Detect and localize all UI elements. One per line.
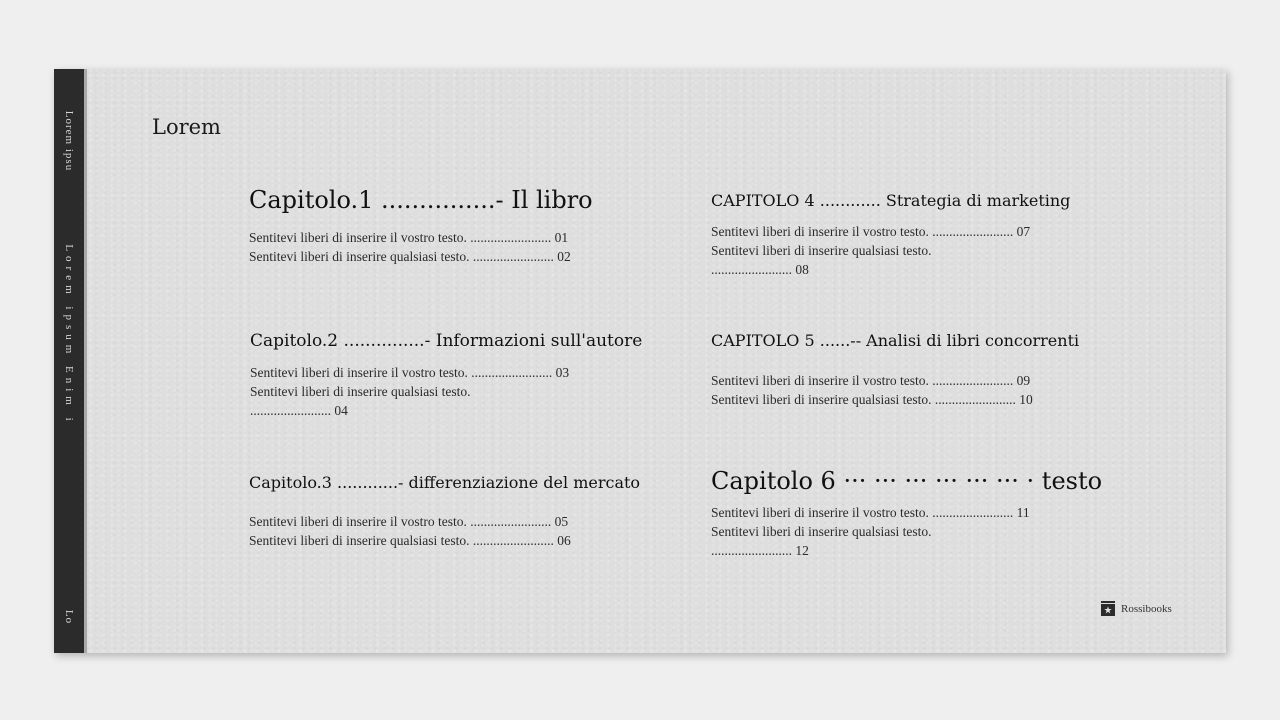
book-spine bbox=[54, 69, 87, 653]
toc-line: Sentitevi liberi di inserire il vostro testo. ........................ 11 bbox=[711, 505, 1030, 520]
chapter-lines bbox=[249, 228, 649, 266]
chapter-heading: Capitolo.1 ...............- Il libro bbox=[249, 186, 593, 214]
toc-line: Sentitevi liberi di inserire il vostro testo. ........................ 09 bbox=[711, 373, 1031, 388]
toc-line: Sentitevi liberi di inserire il vostro testo. ........................ 03 bbox=[250, 365, 570, 380]
chapter-lines bbox=[250, 363, 650, 420]
toc-line: Sentitevi liberi di inserire il vostro testo. ........................ 05 bbox=[249, 514, 569, 529]
chapter-heading: Capitolo.2 ...............- Informazioni sull'autore bbox=[250, 331, 643, 351]
spine-bottom-text: Lo bbox=[63, 609, 75, 625]
chapter-lines bbox=[249, 512, 649, 550]
chapter-lines bbox=[711, 222, 1111, 279]
toc-line: Sentitevi liberi di inserire il vostro testo. ........................ 07 bbox=[711, 224, 1031, 239]
chapter-1 bbox=[249, 186, 649, 266]
toc-line: Sentitevi liberi di inserire qualsiasi testo. ........................ 10 bbox=[711, 392, 1033, 407]
toc-line: Sentitevi liberi di inserire qualsiasi testo. ........................ 02 bbox=[249, 249, 571, 264]
chapter-5 bbox=[711, 331, 1111, 409]
toc-line: ........................ 04 bbox=[250, 403, 348, 418]
chapter-heading: CAPITOLO 4 ............ Strategia di marketing bbox=[711, 191, 1071, 210]
brand-logo bbox=[1101, 601, 1172, 616]
star-book-icon bbox=[1101, 601, 1115, 616]
page-title: Lorem bbox=[152, 115, 221, 139]
chapter-lines bbox=[711, 371, 1111, 409]
chapter-heading: Capitolo.3 ............- differenziazione del mercato bbox=[249, 473, 641, 492]
chapter-3 bbox=[249, 473, 649, 550]
toc-line: Sentitevi liberi di inserire qualsiasi testo. bbox=[250, 384, 471, 399]
spine-top-text: Lorem ipsu bbox=[63, 110, 75, 172]
chapter-6 bbox=[711, 467, 1111, 560]
toc-line: ........................ 12 bbox=[711, 543, 809, 558]
toc-line: ........................ 08 bbox=[711, 262, 809, 277]
spine-middle-text: Lorem ipsum Enim i bbox=[63, 244, 75, 426]
toc-line: Sentitevi liberi di inserire qualsiasi testo. ........................ 06 bbox=[249, 533, 571, 548]
chapter-heading: Capitolo 6 ··· ··· ··· ··· ··· ··· · testo bbox=[711, 467, 1103, 495]
chapter-heading: CAPITOLO 5 ......-- Analisi di libri concorrenti bbox=[711, 331, 1080, 350]
chapter-2 bbox=[250, 331, 650, 420]
toc-line: Sentitevi liberi di inserire qualsiasi testo. bbox=[711, 243, 932, 258]
toc-line: Sentitevi liberi di inserire il vostro testo. ........................ 01 bbox=[249, 230, 569, 245]
document-page bbox=[54, 69, 1226, 653]
toc-line: Sentitevi liberi di inserire qualsiasi testo. bbox=[711, 524, 932, 539]
chapter-4 bbox=[711, 191, 1111, 279]
chapter-lines bbox=[711, 503, 1111, 560]
brand-name: Rossibooks bbox=[1121, 602, 1172, 615]
